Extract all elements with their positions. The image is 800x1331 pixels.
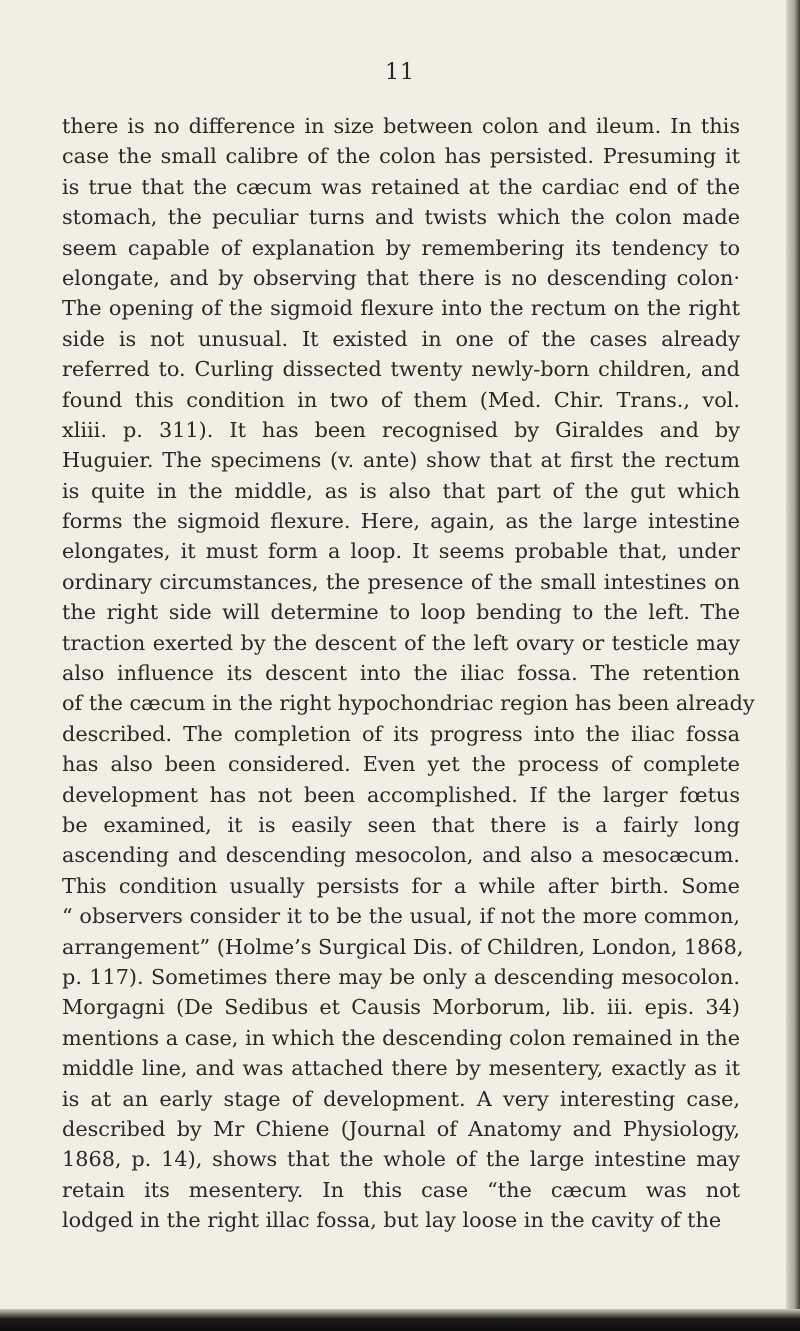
text-line: there is no difference in size between colon and ileum. In this (62, 114, 740, 138)
text-line: the right side will determine to loop bending to the left. The (62, 600, 740, 625)
text-line: xliii. p. 311). It has been recognised by Giraldes and by (62, 417, 740, 442)
text-line: has also been considered. Even yet the process of complete (62, 752, 740, 777)
text-line: case the small calibre of the colon has persisted. Presuming it (62, 144, 740, 169)
text-line: is quite in the middle, as is also that part of the gut which (62, 478, 740, 503)
text-line: traction exerted by the descent of the left ovary or testicle may (62, 630, 740, 655)
page-number: 11 (385, 60, 415, 85)
text-line: is at an early stage of development. A very interesting case, (62, 1086, 740, 1111)
text-line: middle line, and was attached there by mesentery, exactly as it (62, 1056, 740, 1081)
text-line: This condition usually persists for a while after birth. Some (62, 873, 740, 898)
text-line: ordinary circumstances, the presence of the small intestines on (62, 569, 740, 594)
text-line: The opening of the sigmoid flexure into the rectum on the right (62, 296, 740, 321)
text-line: seem capable of explanation by remembering its tendency to (62, 235, 740, 260)
text-line: Huguier. The specimens (v. ante) show that at first the rectum (62, 448, 740, 473)
text-line: also influence its descent into the iliac fossa. The retention (62, 661, 740, 686)
text-line: Morgagni (De Sedibus et Causis Morborum, lib. iii. epis. 34) (62, 995, 740, 1020)
text-line: development has not been accomplished. If the larger fœtus (62, 782, 740, 807)
text-line: described by Mr Chiene (Journal of Anatomy and Physiology, (62, 1116, 740, 1141)
page-edge-shadow (786, 0, 800, 1331)
text-line: is true that the cæcum was retained at the cardiac end of the (62, 174, 740, 199)
text-line: described. The completion of its progress into the iliac fossa (62, 721, 740, 746)
text-line: ascending and descending mesocolon, and also a mesocæcum. (62, 843, 740, 868)
text-line: p. 117). Sometimes there may be only a descending mesocolon. (62, 964, 740, 989)
text-line: elongate, and by observing that there is no descending colon· (62, 265, 740, 290)
text-line: of the cæcum in the right hypochondriac region has been already (62, 691, 755, 716)
text-line: 1868, p. 14), shows that the whole of the large intestine may (62, 1147, 740, 1172)
text-line: referred to. Curling dissected twenty newly-born children, and (62, 357, 740, 382)
body-text (62, 111, 755, 1235)
text-line: side is not unusual. It existed in one of the cases already (62, 326, 740, 351)
page-bottom-edge (0, 1309, 800, 1331)
text-line: forms the sigmoid flexure. Here, again, as the large intestine (62, 509, 740, 534)
text-line: stomach, the peculiar turns and twists which the colon made (62, 205, 740, 230)
text-line: retain its mesentery. In this case “the cæcum was not (62, 1177, 740, 1202)
text-line: found this condition in two of them (Med. Chir. Trans., vol. (62, 387, 740, 412)
text-line: arrangement” (Holme’s Surgical Dis. of Children, London, 1868, (62, 934, 744, 959)
text-line: “ observers consider it to be the usual, if not the more common, (62, 904, 740, 929)
text-line: be examined, it is easily seen that there is a fairly long (62, 812, 740, 837)
text-line: mentions a case, in which the descending colon remained in the (62, 1025, 740, 1050)
text-line: elongates, it must form a loop. It seems probable that, under (62, 539, 740, 564)
text-line: lodged in the right illac fossa, but lay loose in the cavity of the (62, 1208, 722, 1233)
